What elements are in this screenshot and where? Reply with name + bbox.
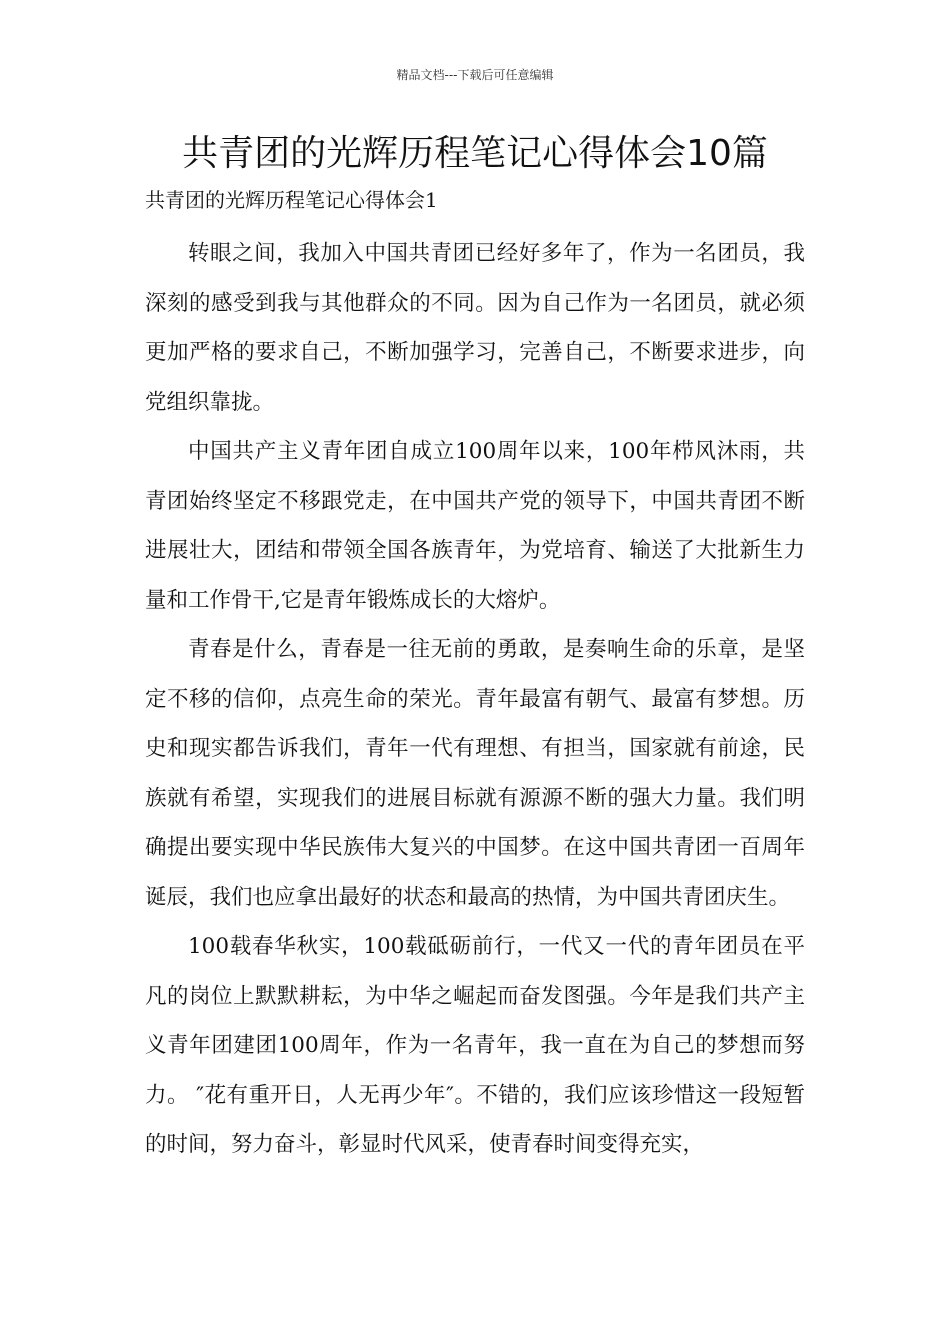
section-subtitle: 共青团的光辉历程笔记心得体会1 <box>145 188 438 212</box>
paragraph-4: 100载春华秋实，100载砥砺前行，一代又一代的青年团员在平凡的岗位上默默耕耘，为中华之崛起而奋发图强。今年是我们共产主义青年团建团100周年，作为一名青年，我一直在为自己的梦想而努力。 ″花有重开日，人无再少年″。不错的，我们应该珍惜这一段短暂的时间，努力奋斗，彰显时代风采，使青春时间变得充实， <box>145 934 805 1157</box>
paragraph-1: 转眼之间，我加入中国共青团已经好多年了，作为一名团员，我深刻的感受到我与其他群众的不同。因为自己作为一名团员，就必须更加严格的要求自己，不断加强学习，完善自己，不断要求进步，向党组织靠拢。 <box>145 241 805 415</box>
header-note: 精品文档---下载后可任意编辑 <box>396 68 554 82</box>
body-text <box>145 229 805 1170</box>
paragraph-2: 中国共产主义青年团自成立100周年以来，100年栉风沐雨，共青团始终坚定不移跟党走，在中国共产党的领导下，中国共青团不断进展壮大，团结和带领全国各族青年，为党培育、输送了大批新生力量和工作骨干,它是青年锻炼成长的大熔炉。 <box>145 439 805 613</box>
paragraph-3: 青春是什么，青春是一往无前的勇敢，是奏响生命的乐章，是坚定不移的信仰，点亮生命的荣光。青年最富有朝气、最富有梦想。历史和现实都告诉我们，青年一代有理想、有担当，国家就有前途，民族就有希望，实现我们的进展目标就有源源不断的强大力量。我们明确提出要实现中华民族伟大复兴的中国梦。在这中国共青团一百周年诞辰，我们也应拿出最好的状态和最高的热情，为中国共青团庆生。 <box>145 637 805 910</box>
document-title: 共青团的光辉历程笔记心得体会10篇 <box>182 133 768 174</box>
